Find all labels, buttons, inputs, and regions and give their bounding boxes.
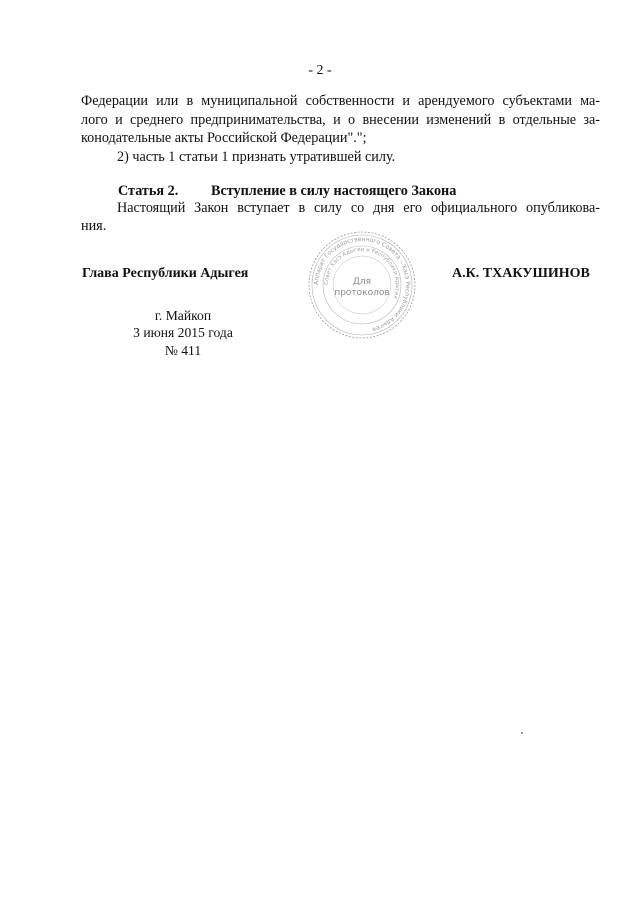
place: г. Майкоп <box>154 308 212 323</box>
paragraph-line: ния. <box>81 218 107 234</box>
law-number: № 411 <box>164 343 202 358</box>
stamp-center-text-1: Для <box>352 277 372 287</box>
official-stamp <box>306 229 418 341</box>
stamp-center-text-2: протоколов <box>334 288 390 298</box>
paragraph-line: конодательные акты Российской Федерации"."; <box>81 130 367 146</box>
signature-name: А.К. ТХАКУШИНОВ <box>452 266 590 281</box>
paragraph-line: Настоящий Закон вступает в силу со дня его официального опубликова- <box>117 200 600 216</box>
paragraph-line: лого и среднего предпринимательства, и о внесении изменений в отдельные за- <box>81 112 600 128</box>
list-item-2: 2) часть 1 статьи 1 признать утратившей силу. <box>117 149 396 165</box>
scan-speck <box>521 732 523 734</box>
date: 3 июня 2015 года <box>133 325 233 340</box>
article-title: Вступление в силу настоящего Закона <box>211 183 457 199</box>
paragraph-line: Федерации или в муниципальной собственности и арендуемого субъектами ма- <box>81 93 600 109</box>
article-label: Статья 2. <box>118 183 179 199</box>
page-number: - 2 - <box>308 63 332 78</box>
stamp-ring-text: Аппарат Государственного Совета – Хасэ Республики Адыгея <box>312 235 412 333</box>
signature-position: Глава Республики Адыгея <box>82 266 249 281</box>
stamp-inner-ring-text: Совет Хасэ Адыгеи и Республики Адыгея <box>323 246 401 300</box>
